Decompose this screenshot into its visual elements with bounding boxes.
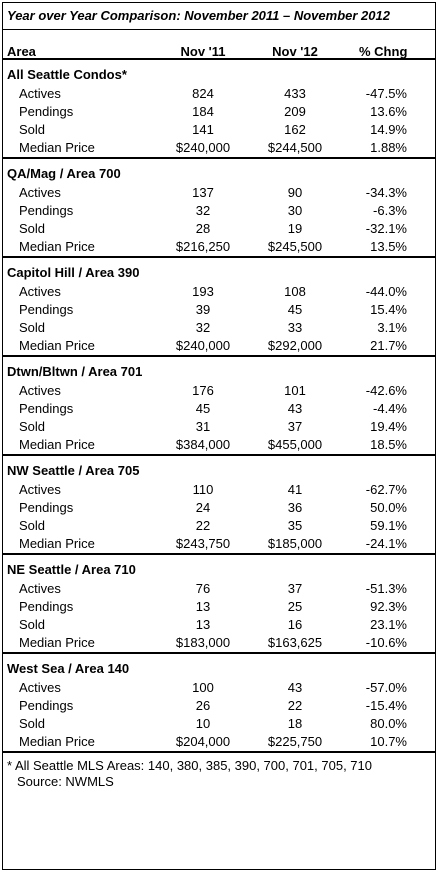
- comparison-table: [2, 2, 436, 870]
- row-label: Actives: [19, 482, 61, 497]
- cell-nov12: $225,750: [267, 734, 323, 749]
- row-label: Median Price: [19, 239, 95, 254]
- source-note: Source: NWMLS: [17, 774, 114, 789]
- table-row: [3, 382, 435, 400]
- cell-nov11: $183,000: [175, 635, 231, 650]
- table-row: [3, 301, 435, 319]
- row-label: Pendings: [19, 104, 74, 119]
- area-section: [3, 159, 435, 258]
- cell-pct-change: 23.1%: [370, 617, 407, 632]
- cell-pct-change: -51.3%: [365, 581, 407, 596]
- table-row: [3, 733, 435, 752]
- section-title: NE Seattle / Area 710: [7, 562, 136, 577]
- table-row: [3, 400, 435, 418]
- cell-nov12: 209: [284, 104, 306, 119]
- cell-pct-change: 13.5%: [370, 239, 407, 254]
- cell-nov12: 45: [287, 302, 303, 317]
- row-label: Median Price: [19, 635, 95, 650]
- cell-nov11: 32: [195, 320, 211, 335]
- cell-nov12: 101: [284, 383, 306, 398]
- cell-pct-change: 21.7%: [370, 338, 407, 353]
- table-row: [3, 319, 435, 337]
- area-section: [3, 357, 435, 456]
- table-row: [3, 85, 435, 103]
- cell-nov12: 90: [287, 185, 303, 200]
- table-row: [3, 337, 435, 356]
- cell-nov11: $243,750: [175, 536, 231, 551]
- cell-nov11: $240,000: [175, 140, 231, 155]
- cell-pct-change: 59.1%: [370, 518, 407, 533]
- cell-nov12: $245,500: [267, 239, 323, 254]
- table-row: [3, 634, 435, 653]
- row-label: Sold: [19, 320, 46, 335]
- area-section: [3, 60, 435, 159]
- cell-nov12: 36: [287, 500, 303, 515]
- table-row: [3, 697, 435, 715]
- cell-pct-change: 1.88%: [370, 140, 407, 155]
- cell-pct-change: -6.3%: [373, 203, 407, 218]
- row-label: Actives: [19, 284, 61, 299]
- cell-nov12: $455,000: [267, 437, 323, 452]
- cell-nov12: 22: [287, 698, 303, 713]
- cell-nov12: 25: [287, 599, 303, 614]
- cell-pct-change: -42.6%: [365, 383, 407, 398]
- area-section: [3, 654, 435, 752]
- cell-nov12: $185,000: [267, 536, 323, 551]
- cell-pct-change: -10.6%: [365, 635, 407, 650]
- area-section: [3, 258, 435, 357]
- cell-pct-change: 92.3%: [370, 599, 407, 614]
- cell-nov11: 184: [192, 104, 214, 119]
- section-title: Dtwn/Bltwn / Area 701: [7, 364, 143, 379]
- row-label: Sold: [19, 716, 46, 731]
- row-label: Pendings: [19, 500, 74, 515]
- cell-pct-change: 50.0%: [370, 500, 407, 515]
- cell-nov12: 162: [284, 122, 306, 137]
- cell-pct-change: -32.1%: [365, 221, 407, 236]
- footer: [3, 752, 435, 790]
- cell-nov11: 824: [192, 86, 214, 101]
- cell-nov11: 45: [195, 401, 211, 416]
- table-row: [3, 679, 435, 697]
- cell-nov11: 26: [195, 698, 211, 713]
- cell-nov11: 137: [192, 185, 214, 200]
- cell-nov12: $292,000: [267, 338, 323, 353]
- table-row: [3, 715, 435, 733]
- header-nov11: Nov '11: [180, 44, 226, 59]
- cell-pct-change: -62.7%: [365, 482, 407, 497]
- table-row: [3, 499, 435, 517]
- row-label: Pendings: [19, 203, 74, 218]
- table-row: [3, 481, 435, 499]
- cell-nov11: 10: [195, 716, 211, 731]
- table-row: [3, 184, 435, 202]
- cell-nov11: 32: [195, 203, 211, 218]
- cell-pct-change: -44.0%: [365, 284, 407, 299]
- cell-nov11: 31: [195, 419, 211, 434]
- header-area: Area: [7, 44, 36, 59]
- footnote: * All Seattle MLS Areas: 140, 380, 385, 390, 700, 701, 705, 710: [7, 758, 372, 773]
- row-label: Actives: [19, 581, 61, 596]
- cell-pct-change: -15.4%: [365, 698, 407, 713]
- cell-pct-change: -24.1%: [365, 536, 407, 551]
- row-label: Actives: [19, 383, 61, 398]
- cell-pct-change: 18.5%: [370, 437, 407, 452]
- cell-pct-change: 19.4%: [370, 419, 407, 434]
- cell-nov11: $384,000: [175, 437, 231, 452]
- cell-pct-change: 13.6%: [370, 104, 407, 119]
- cell-nov12: $163,625: [267, 635, 323, 650]
- row-label: Pendings: [19, 599, 74, 614]
- cell-pct-change: -47.5%: [365, 86, 407, 101]
- cell-nov11: $240,000: [175, 338, 231, 353]
- row-label: Actives: [19, 86, 61, 101]
- sections-container: [3, 60, 435, 752]
- cell-nov12: 16: [287, 617, 303, 632]
- row-label: Sold: [19, 221, 46, 236]
- table-row: [3, 535, 435, 554]
- table-row: [3, 202, 435, 220]
- cell-pct-change: 3.1%: [377, 320, 407, 335]
- cell-nov12: 108: [284, 284, 306, 299]
- row-label: Sold: [19, 122, 46, 137]
- cell-nov11: 13: [195, 599, 211, 614]
- cell-pct-change: 15.4%: [370, 302, 407, 317]
- section-title: All Seattle Condos*: [7, 67, 127, 82]
- cell-pct-change: -34.3%: [365, 185, 407, 200]
- row-label: Actives: [19, 185, 61, 200]
- cell-nov12: $244,500: [267, 140, 323, 155]
- table-row: [3, 283, 435, 301]
- cell-pct-change: 10.7%: [370, 734, 407, 749]
- cell-nov12: 41: [287, 482, 303, 497]
- cell-nov11: 141: [192, 122, 214, 137]
- row-label: Actives: [19, 680, 61, 695]
- cell-pct-change: -57.0%: [365, 680, 407, 695]
- row-label: Pendings: [19, 698, 74, 713]
- row-label: Median Price: [19, 140, 95, 155]
- cell-nov11: 100: [192, 680, 214, 695]
- header-nov12: Nov '12: [272, 44, 318, 59]
- table-row: [3, 139, 435, 158]
- cell-nov11: 24: [195, 500, 211, 515]
- cell-nov11: 13: [195, 617, 211, 632]
- row-label: Sold: [19, 518, 46, 533]
- area-section: [3, 456, 435, 555]
- cell-nov12: 35: [287, 518, 303, 533]
- cell-nov11: 28: [195, 221, 211, 236]
- cell-pct-change: -4.4%: [373, 401, 407, 416]
- cell-nov12: 43: [287, 401, 303, 416]
- cell-nov12: 18: [287, 716, 303, 731]
- row-label: Pendings: [19, 302, 74, 317]
- area-section: [3, 555, 435, 654]
- cell-nov11: 39: [195, 302, 211, 317]
- row-label: Median Price: [19, 338, 95, 353]
- cell-pct-change: 14.9%: [370, 122, 407, 137]
- cell-nov12: 30: [287, 203, 303, 218]
- cell-nov11: 193: [192, 284, 214, 299]
- column-header-row: [3, 30, 435, 60]
- cell-nov11: 22: [195, 518, 211, 533]
- cell-nov11: 110: [192, 482, 214, 497]
- cell-nov12: 43: [287, 680, 303, 695]
- cell-nov11: $204,000: [175, 734, 231, 749]
- row-label: Median Price: [19, 437, 95, 452]
- cell-nov11: 76: [195, 581, 211, 596]
- cell-nov12: 37: [287, 419, 303, 434]
- row-label: Median Price: [19, 536, 95, 551]
- cell-nov12: 433: [284, 86, 306, 101]
- table-row: [3, 580, 435, 598]
- table-row: [3, 517, 435, 535]
- cell-nov12: 19: [287, 221, 303, 236]
- header-pct-change: % Chng: [359, 44, 408, 59]
- cell-nov12: 37: [287, 581, 303, 596]
- cell-pct-change: 80.0%: [370, 716, 407, 731]
- section-title: QA/Mag / Area 700: [7, 166, 121, 181]
- row-label: Sold: [19, 617, 46, 632]
- cell-nov11: $216,250: [175, 239, 231, 254]
- row-label: Median Price: [19, 734, 95, 749]
- section-title: Capitol Hill / Area 390: [7, 265, 140, 280]
- row-label: Sold: [19, 419, 46, 434]
- section-title: West Sea / Area 140: [7, 661, 130, 676]
- table-row: [3, 220, 435, 238]
- table-row: [3, 616, 435, 634]
- table-row: [3, 418, 435, 436]
- section-title: NW Seattle / Area 705: [7, 463, 140, 478]
- table-row: [3, 436, 435, 455]
- cell-nov12: 33: [287, 320, 303, 335]
- cell-nov11: 176: [192, 383, 214, 398]
- table-row: [3, 238, 435, 257]
- row-label: Pendings: [19, 401, 74, 416]
- table-row: [3, 103, 435, 121]
- table-title: Year over Year Comparison: November 2011 – November 2012: [3, 3, 435, 30]
- table-row: [3, 598, 435, 616]
- table-row: [3, 121, 435, 139]
